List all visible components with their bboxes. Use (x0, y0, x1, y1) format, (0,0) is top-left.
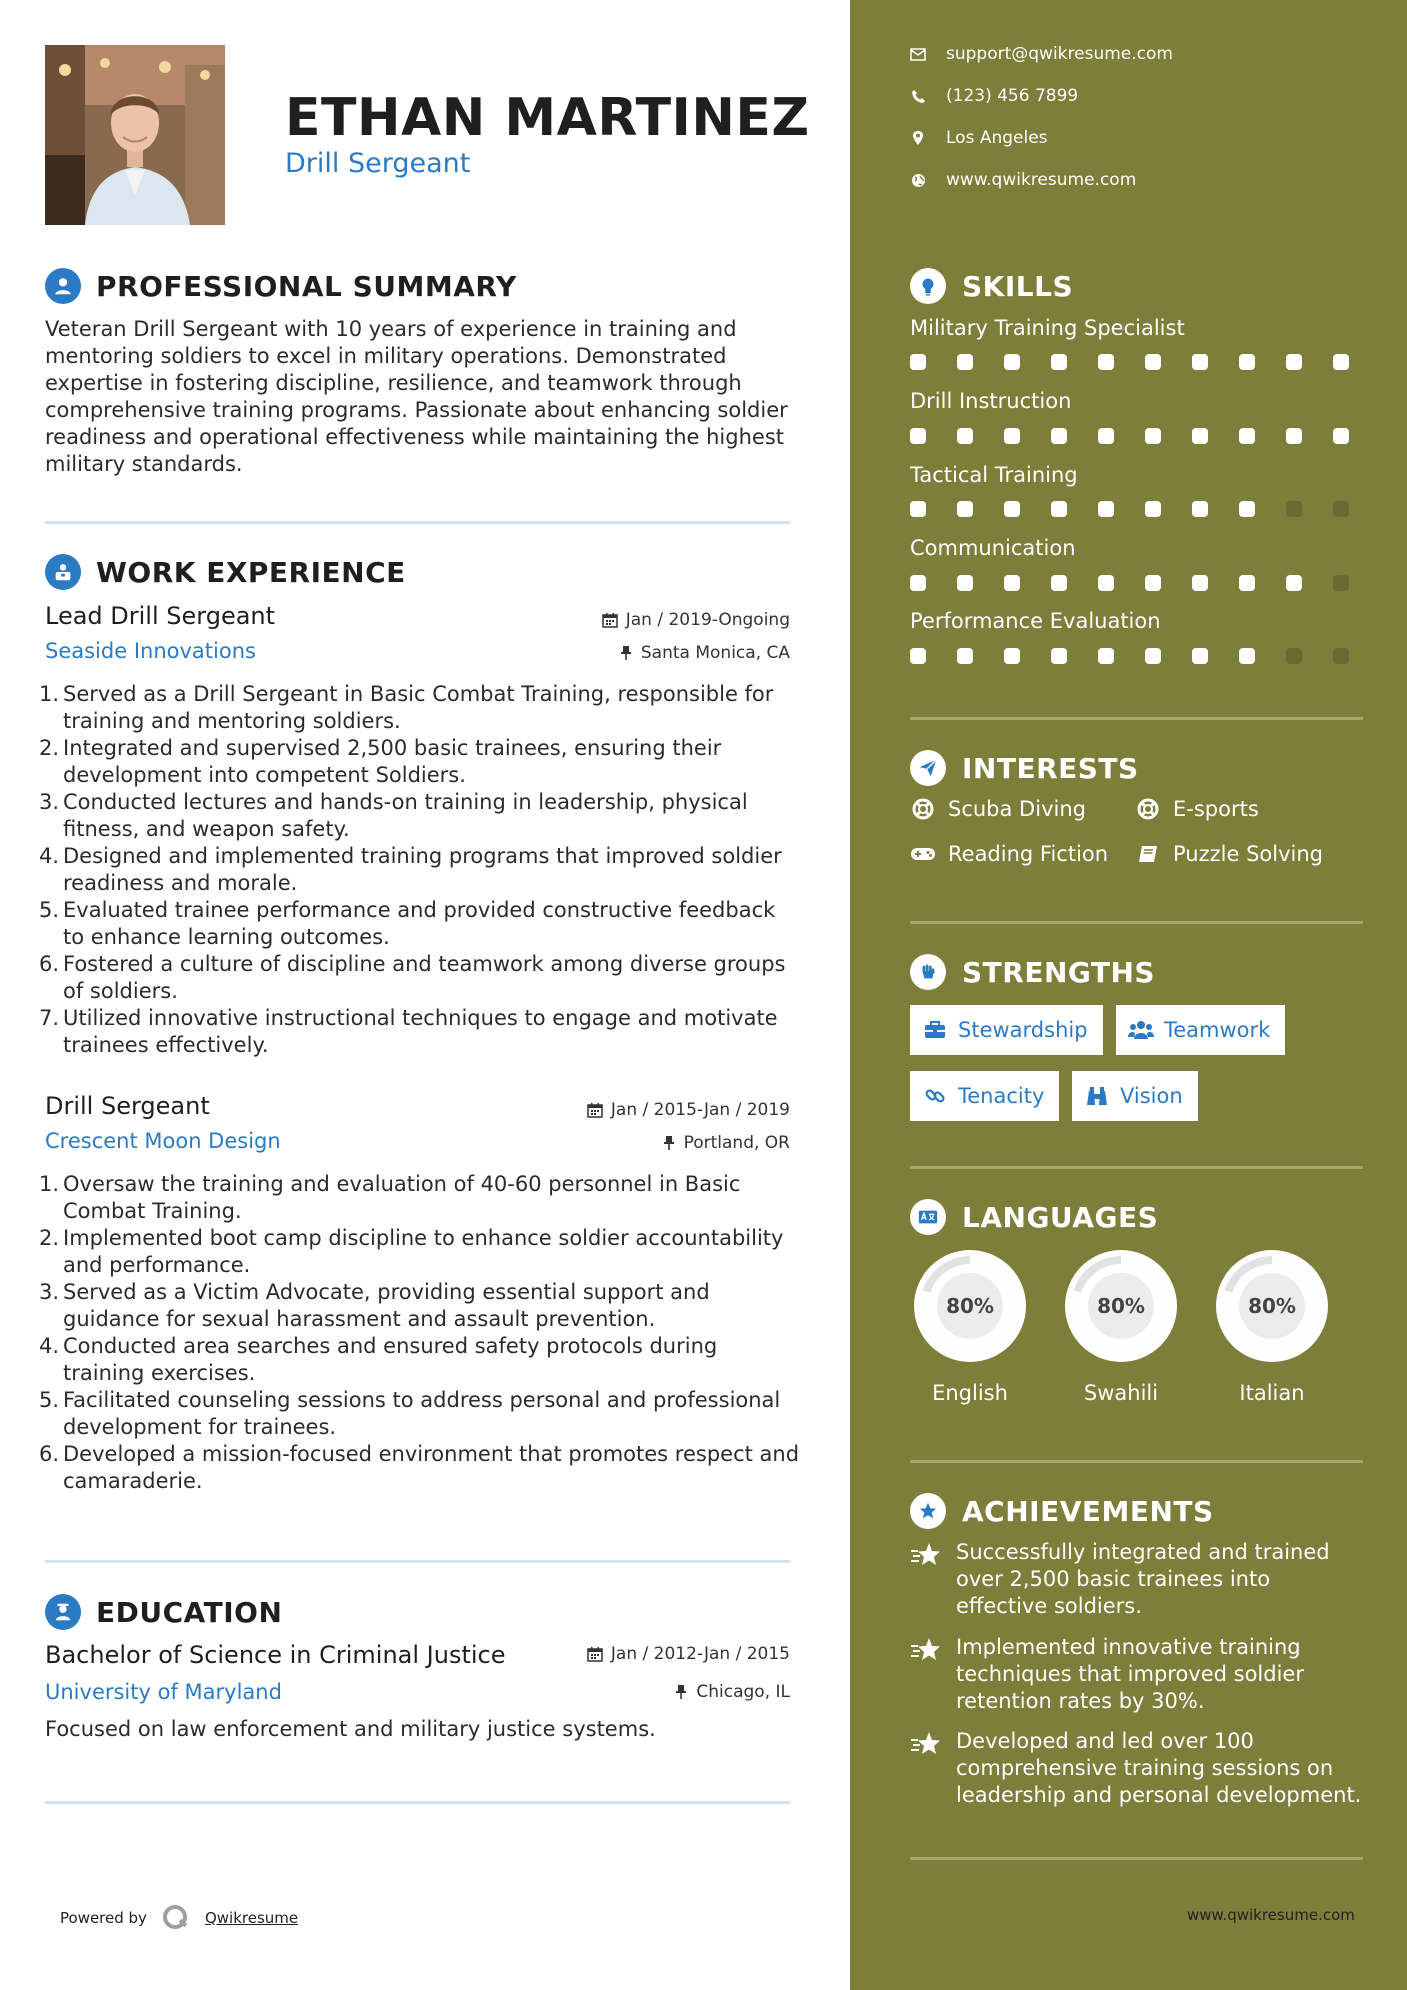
skill-dot-filled (1333, 354, 1349, 370)
skill-dot-filled (1239, 501, 1255, 517)
skill-name: Drill Instruction (910, 389, 1072, 413)
duty-item: 2. Integrated and supervised 2,500 basic trainees, ensuring their development into competent Soldiers. (39, 736, 722, 787)
skill-name: Military Training Specialist (910, 316, 1185, 340)
duty-item: 4. Designed and implemented training programs that improved soldier readiness and morale. (39, 844, 782, 895)
fist-icon (910, 954, 946, 990)
skill-name: Communication (910, 536, 1076, 560)
star-icon (910, 1541, 942, 1569)
duty-item: 1. Oversaw the training and evaluation of 40-60 personnel in Basic Combat Training. (39, 1172, 741, 1223)
strength-chip: Stewardship (910, 1005, 1103, 1055)
skill-dot-filled (1145, 648, 1161, 664)
skill-dot-filled (1004, 354, 1020, 370)
skill-dot-filled (910, 354, 926, 370)
sidebar-divider (910, 921, 1363, 924)
star-icon (910, 1636, 942, 1664)
skill-dot-filled (1239, 575, 1255, 591)
achievement-item: Implemented innovative training techniques that improved soldier retention rates by 30%. (910, 1634, 1366, 1715)
interests-title: INTERESTS (962, 751, 1139, 785)
achievement-item: Developed and led over 100 comprehensive training sessions on leadership and personal development. (910, 1728, 1366, 1809)
education-title: EDUCATION (96, 1595, 283, 1629)
binoculars-icon (1084, 1085, 1110, 1107)
skill-dot-filled (1098, 575, 1114, 591)
language-ring (1060, 1245, 1182, 1367)
skill-dot-filled (1004, 428, 1020, 444)
skill-dot-empty (1286, 648, 1302, 664)
skill-dot-filled (957, 501, 973, 517)
achievements-heading (910, 1493, 1214, 1529)
language-ring (1211, 1245, 1333, 1367)
user-icon (45, 268, 81, 304)
skill-dot-filled (1051, 354, 1067, 370)
duty-item: 3. Served as a Victim Advocate, providing essential support and guidance for sexual harassment and assault prevention. (39, 1280, 710, 1331)
skill-dot-filled (1051, 428, 1067, 444)
phone-icon (910, 88, 926, 104)
envelope-icon (910, 46, 926, 62)
lightbulb-icon (910, 268, 946, 304)
skill-dot-filled (1145, 501, 1161, 517)
summary-heading (45, 268, 517, 304)
star-icon (910, 1730, 942, 1758)
job-title: Drill Sergeant (45, 1092, 210, 1120)
skill-dot-filled (1333, 428, 1349, 444)
skill-dot-filled (1239, 648, 1255, 664)
skills-title: SKILLS (962, 269, 1074, 303)
star-badge-icon (910, 1493, 946, 1529)
contact-phone (910, 86, 1078, 106)
skill-dot-filled (1051, 575, 1067, 591)
skill-dot-filled (1145, 575, 1161, 591)
duty-item: 6. Developed a mission-focused environment that promotes respect and camaraderie. (39, 1442, 800, 1493)
paper-plane-icon (910, 750, 946, 786)
calendar-icon (602, 612, 618, 628)
duty-item: 2. Implemented boot camp discipline to enhance soldier accountability and performance. (39, 1226, 784, 1277)
skill-dot-filled (1051, 501, 1067, 517)
duty-item: 1. Served as a Drill Sergeant in Basic Combat Training, responsible for training and mentoring soldiers. (39, 682, 774, 733)
calendar-icon (587, 1646, 603, 1662)
sidebar-divider (910, 717, 1363, 720)
achievements-title: ACHIEVEMENTS (962, 1494, 1214, 1528)
skill-dot-filled (957, 428, 973, 444)
degree-title: Bachelor of Science in Criminal Justice (45, 1641, 506, 1669)
skill-dot-filled (1286, 575, 1302, 591)
contact-website (910, 170, 1136, 190)
skill-dot-filled (1098, 501, 1114, 517)
education-dates (490, 1644, 790, 1664)
skills-heading (910, 268, 1073, 304)
qwikresume-link[interactable]: Qwikresume (204, 1909, 299, 1927)
skill-dot-filled (1192, 501, 1208, 517)
duty-item: 5. Facilitated counseling sessions to address personal and professional development for trainees. (39, 1388, 781, 1439)
pin-icon (662, 1135, 676, 1151)
job-company: Crescent Moon Design (45, 1129, 281, 1153)
duty-item: 7. Utilized innovative instructional techniques to engage and motivate trainees effectively. (39, 1006, 778, 1057)
profile-photo (45, 45, 225, 225)
duty-item: 5. Evaluated trainee performance and provided constructive feedback to enhance learning outcomes. (39, 898, 776, 949)
graduate-icon (45, 1594, 81, 1630)
skill-dot-filled (1098, 354, 1114, 370)
skill-name: Performance Evaluation (910, 609, 1161, 633)
contact-email (910, 44, 1173, 64)
translate-icon (910, 1199, 946, 1235)
languages-title: LANGUAGES (962, 1200, 1159, 1234)
job-location (490, 643, 790, 663)
skill-dot-filled (1051, 648, 1067, 664)
skill-dot-filled (957, 575, 973, 591)
skill-dot-filled (1286, 354, 1302, 370)
interests-heading (910, 750, 1139, 786)
skill-dot-filled (910, 428, 926, 444)
achievement-item: Successfully integrated and trained over 2,500 basic trainees into effective soldiers. (910, 1539, 1366, 1620)
candidate-role: Drill Sergeant (285, 148, 471, 179)
experience-heading (45, 554, 406, 590)
summary-title: PROFESSIONAL SUMMARY (96, 269, 517, 303)
email-text[interactable]: support@qwikresume.com (946, 44, 1173, 64)
job-location-text: Santa Monica, CA (640, 643, 790, 663)
briefcase-user-icon (45, 554, 81, 590)
globe-icon (910, 172, 926, 188)
gamepad-icon (910, 843, 936, 865)
skill-dot-filled (957, 648, 973, 664)
job-dates (490, 610, 790, 630)
sidebar-divider (910, 1460, 1363, 1463)
skill-dot-filled (1192, 575, 1208, 591)
summary-text: Veteran Drill Sergeant with 10 years of experience in training and mentoring soldiers to excel in military operations. Demonstrated expertise in fostering discipline, resilience, and teamwork through comprehensive training programs. Passionate about enhancing soldier readiness and operational effectiveness while maintaining the highest military standards. (45, 317, 788, 476)
interest-item: Reading Fiction (910, 842, 1108, 866)
language-ring (909, 1245, 1031, 1367)
strengths-heading (910, 954, 1155, 990)
strength-chip: Vision (1072, 1071, 1198, 1121)
language-percent: 80% (946, 1294, 994, 1318)
strength-chip: Tenacity (910, 1071, 1059, 1121)
footer-powered-by (60, 1903, 298, 1933)
skill-rating (910, 575, 1380, 591)
skill-name: Tactical Training (910, 463, 1078, 487)
lifebuoy-icon (1135, 798, 1161, 820)
book-icon (1135, 843, 1161, 865)
skill-dot-empty (1333, 501, 1349, 517)
phone-text: (123) 456 7899 (946, 86, 1079, 106)
calendar-icon (587, 1102, 603, 1118)
skill-dot-filled (1004, 648, 1020, 664)
interest-item: Puzzle Solving (1135, 842, 1323, 866)
skill-rating (910, 501, 1380, 517)
education-description: Focused on law enforcement and military justice systems. (45, 1717, 656, 1741)
language-name: Italian (1239, 1381, 1305, 1405)
skill-rating (910, 648, 1380, 664)
language-percent: 80% (1097, 1294, 1145, 1318)
map-marker-icon (910, 130, 926, 146)
education-location-text: Chicago, IL (696, 1682, 790, 1702)
section-divider (45, 1801, 790, 1804)
education-location (490, 1682, 790, 1702)
location-text: Los Angeles (946, 128, 1048, 148)
skill-dot-filled (1239, 354, 1255, 370)
skill-dot-filled (910, 501, 926, 517)
job-location (490, 1133, 790, 1153)
sidebar-divider (910, 1857, 1363, 1860)
sidebar-divider (910, 1166, 1363, 1169)
job-title: Lead Drill Sergeant (45, 602, 276, 630)
strength-chip: Teamwork (1116, 1005, 1285, 1055)
pin-icon (674, 1684, 688, 1700)
skill-dot-filled (1145, 354, 1161, 370)
candidate-name: ETHAN MARTINEZ (285, 88, 810, 148)
job-dates (490, 1100, 790, 1120)
users-icon (1128, 1019, 1154, 1041)
language-name: English (932, 1381, 1008, 1405)
profile-photo-image (45, 45, 225, 225)
powered-by-label: Powered by (60, 1909, 147, 1927)
website-text[interactable]: www.qwikresume.com (946, 170, 1137, 190)
pin-icon (619, 645, 633, 661)
skill-dot-filled (1239, 428, 1255, 444)
language-percent: 80% (1248, 1294, 1296, 1318)
footer-website[interactable]: www.qwikresume.com (1187, 1906, 1355, 1924)
school-name: University of Maryland (45, 1680, 282, 1704)
duty-item: 6. Fostered a culture of discipline and teamwork among diverse groups of soldiers. (39, 952, 786, 1003)
languages-heading (910, 1199, 1158, 1235)
skill-dot-filled (1192, 648, 1208, 664)
job-duties (39, 1171, 800, 1495)
skill-dot-empty (1333, 648, 1349, 664)
interest-item: Scuba Diving (910, 797, 1086, 821)
qwikresume-logo-icon (161, 1903, 191, 1933)
job-company: Seaside Innovations (45, 639, 256, 663)
lifebuoy-icon (910, 798, 936, 820)
skill-dot-filled (910, 575, 926, 591)
contact-location (910, 128, 1048, 148)
job-dates-text: Jan / 2015-Jan / 2019 (610, 1100, 790, 1120)
skill-dot-empty (1286, 501, 1302, 517)
education-heading (45, 1594, 282, 1630)
skill-dot-filled (1004, 575, 1020, 591)
skill-dot-filled (957, 354, 973, 370)
skill-dot-filled (1286, 428, 1302, 444)
skill-dot-filled (910, 648, 926, 664)
job-location-text: Portland, OR (683, 1133, 790, 1153)
link-icon (922, 1085, 948, 1107)
skill-dot-filled (1004, 501, 1020, 517)
education-dates-text: Jan / 2012-Jan / 2015 (610, 1644, 790, 1664)
skill-rating (910, 428, 1380, 444)
skill-dot-empty (1333, 575, 1349, 591)
skill-rating (910, 354, 1380, 370)
skill-dot-filled (1192, 428, 1208, 444)
skill-dot-filled (1145, 428, 1161, 444)
briefcase-icon (922, 1019, 948, 1041)
strengths-title: STRENGTHS (962, 955, 1156, 989)
job-dates-text: Jan / 2019-Ongoing (625, 610, 790, 630)
interest-item: E-sports (1135, 797, 1259, 821)
section-divider (45, 1560, 790, 1563)
experience-title: WORK EXPERIENCE (96, 555, 406, 589)
language-name: Swahili (1083, 1381, 1159, 1405)
skill-dot-filled (1098, 648, 1114, 664)
skill-dot-filled (1098, 428, 1114, 444)
job-duties (39, 681, 800, 1059)
duty-item: 4. Conducted area searches and ensured safety protocols during training exercises. (39, 1334, 718, 1385)
section-divider (45, 521, 790, 524)
duty-item: 3. Conducted lectures and hands-on training in leadership, physical fitness, and weapon safety. (39, 790, 748, 841)
skill-dot-filled (1192, 354, 1208, 370)
